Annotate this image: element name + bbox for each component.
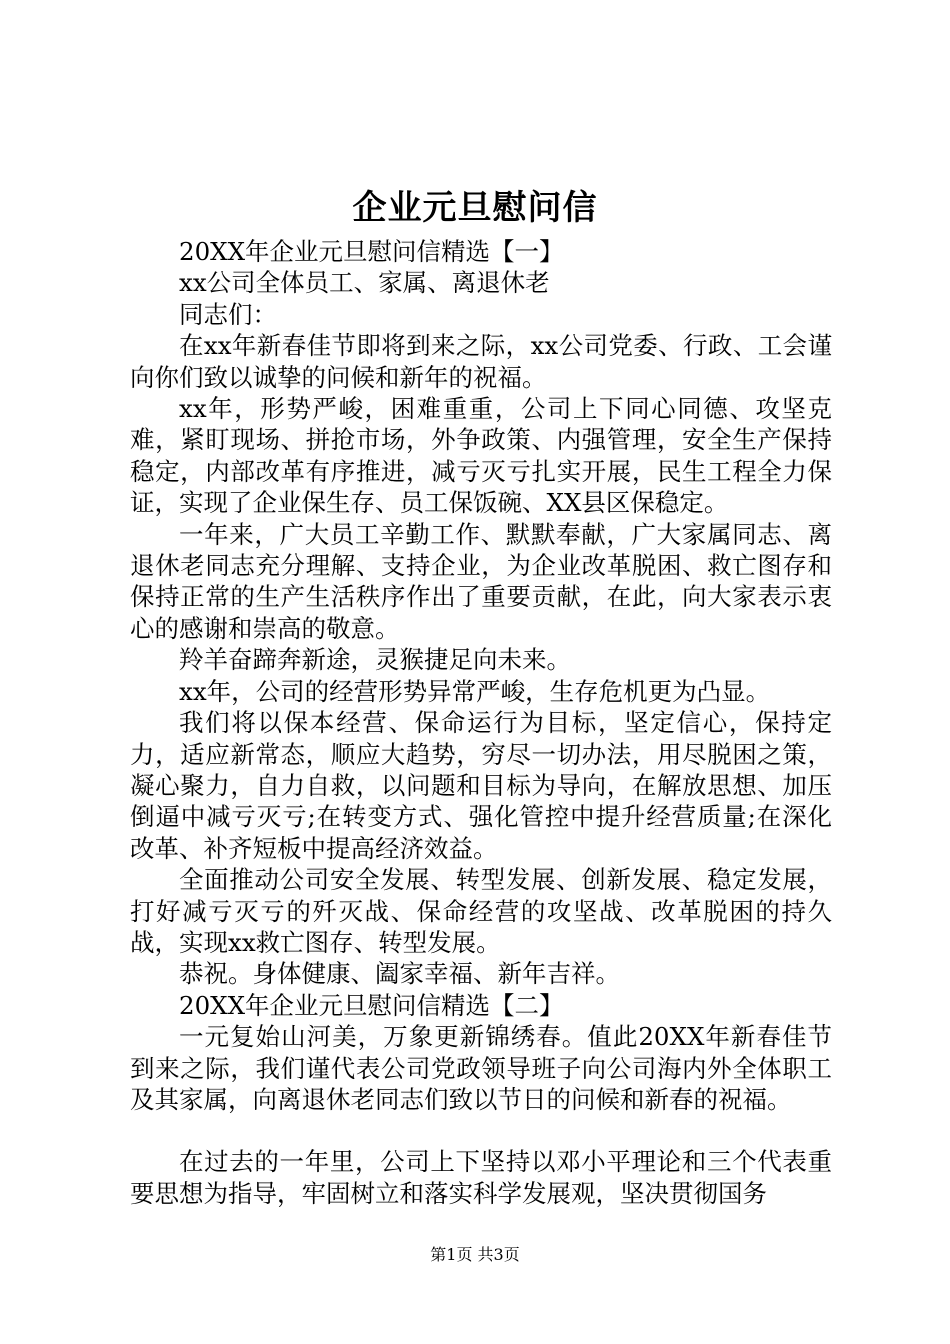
paragraph: 一元复始山河美，万象更新锦绣春。值此20XX年新春佳节到来之际，我们谨代表公司党政领导班子向公司海内外全体职工及其家属，向离退休老同志们致以节日的问候和新春的祝福。 <box>130 1022 832 1114</box>
paragraph: xx年，形势严峻，困难重重，公司上下同心同德、攻坚克难，紧盯现场、拼抢市场，外争政策、内强管理，安全生产保持稳定，内部改革有序推进，减亏灭亏扎实开展，民生工程全力保证，实现了企业保生存、员工保饭碗、XX县区保稳定。 <box>130 394 832 518</box>
paragraph: 在过去的一年里，公司上下坚持以邓小平理论和三个代表重要思想为指导，牢固树立和落实科学发展观，坚决贯彻国务 <box>130 1147 832 1208</box>
paragraph: 我们将以保本经营、保命运行为目标，坚定信心，保持定力，适应新常态，顺应大趋势，穷尽一切办法，用尽脱困之策，凝心聚力，自力自救，以问题和目标为导向，在解放思想、加压倒逼中减亏灭亏;在转变方式、强化管控中提升经营质量;在深化改革、补齐短板中提高经济效益。 <box>130 708 832 863</box>
document-body <box>130 236 832 1209</box>
page-footer: 第1页 共3页 <box>430 1245 520 1264</box>
section-heading-2: 20XX年企业元旦慰问信精选【二】 <box>179 990 564 1020</box>
salutation-recipients: xx公司全体员工、家属、离退休老 <box>179 268 550 298</box>
closing-wishes: 恭祝。身体健康、阖家幸福、新年吉祥。 <box>179 959 620 989</box>
paragraph: 在xx年新春佳节即将到来之际，xx公司党委、行政、工会谨向你们致以诚挚的问候和新年的祝福。 <box>130 331 832 392</box>
paragraph: xx年，公司的经营形势异常严峻，生存危机更为凸显。 <box>179 676 771 706</box>
paragraph: 全面推动公司安全发展、转型发展、创新发展、稳定发展，打好减亏灭亏的歼灭战、保命经营的攻坚战、改革脱困的持久战，实现xx救亡图存、转型发展。 <box>130 865 832 957</box>
section-heading-1: 20XX年企业元旦慰问信精选【一】 <box>179 237 564 266</box>
paragraph: 羚羊奋蹄奔新途，灵猴捷足向未来。 <box>179 645 571 675</box>
document-title: 企业元旦慰问信 <box>352 188 598 228</box>
salutation: 同志们： <box>179 299 277 329</box>
paragraph: 一年来，广大员工辛勤工作、默默奉献，广大家属同志、离退休老同志充分理解、支持企业，为企业改革脱困、救亡图存和保持正常的生产生活秩序作出了重要贡献，在此，向大家表示衷心的感谢和崇高的敬意。 <box>130 519 832 643</box>
